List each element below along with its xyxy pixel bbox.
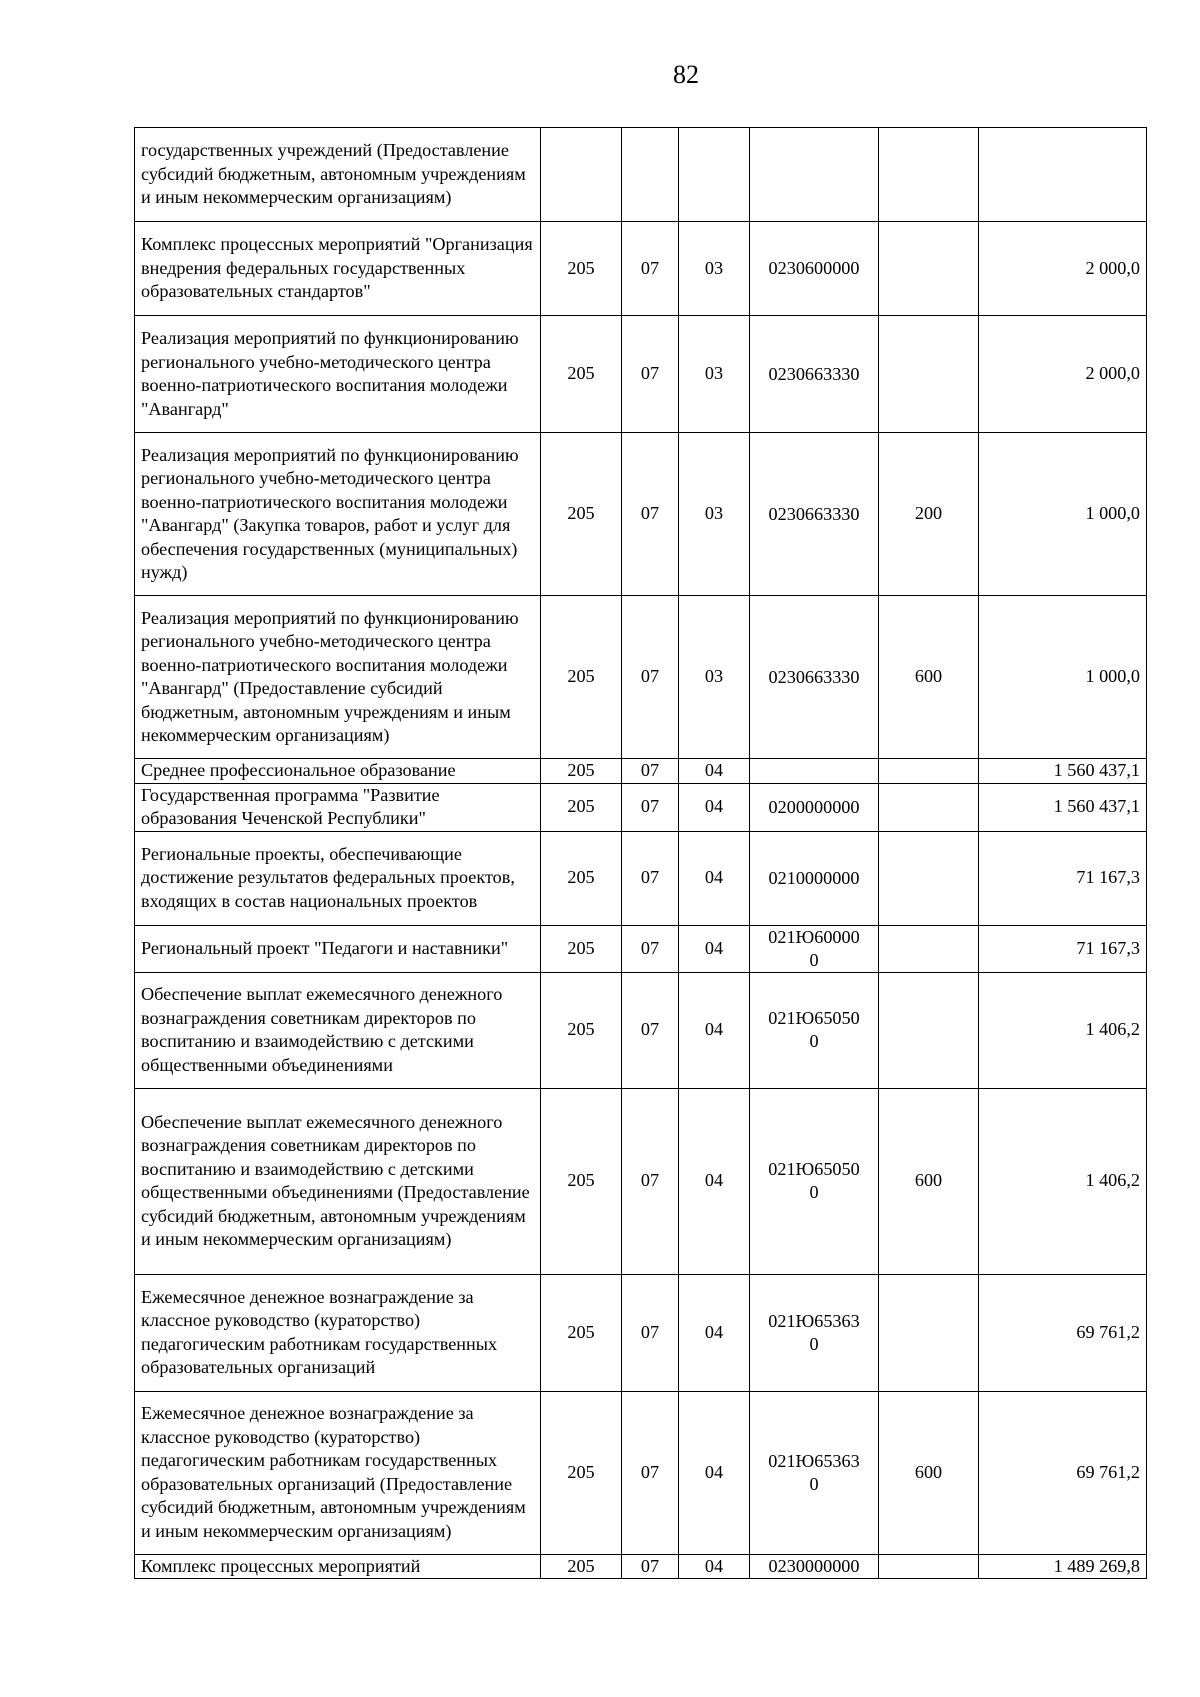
row-admin-code-cell: 205 bbox=[541, 222, 622, 316]
row-amount-cell: 1 489 269,8 bbox=[979, 1554, 1147, 1579]
table-row bbox=[135, 759, 1147, 784]
row-name-cell: Реализация мероприятий по функционированию регионального учебно-методического центра военно-патриотического воспитания молодежи "Авангард" (Предоставление субсидий бюджетным, автономным учреждениям и иным некоммерческим организациям) bbox=[135, 596, 541, 759]
row-target-code-cell: 0230663330 bbox=[750, 433, 879, 596]
row-admin-code-cell: 205 bbox=[541, 925, 622, 972]
row-expense-type-cell bbox=[879, 222, 979, 316]
table-row bbox=[135, 1554, 1147, 1579]
row-section-cell bbox=[622, 128, 679, 222]
row-admin-code-cell: 205 bbox=[541, 1274, 622, 1391]
row-name-cell: Реализация мероприятий по функционированию регионального учебно-методического центра военно-патриотического воспитания молодежи "Авангард" bbox=[135, 316, 541, 433]
row-amount-cell: 1 560 437,1 bbox=[979, 759, 1147, 784]
row-amount-cell: 1 000,0 bbox=[979, 433, 1147, 596]
table-row bbox=[135, 316, 1147, 433]
row-amount-cell: 2 000,0 bbox=[979, 222, 1147, 316]
target-code-part: 021Ю65363 bbox=[768, 1310, 860, 1331]
row-expense-type-cell bbox=[879, 1274, 979, 1391]
table-row bbox=[135, 596, 1147, 759]
row-name-cell: Ежемесячное денежное вознаграждение за классное руководство (кураторство) педагогическим работникам государственных образовательных организаций bbox=[135, 1274, 541, 1391]
row-section-cell: 07 bbox=[622, 1274, 679, 1391]
row-name-cell: Комплекс процессных мероприятий "Организация внедрения федеральных государственных образовательных стандартов" bbox=[135, 222, 541, 316]
row-target-code-cell bbox=[750, 1391, 879, 1554]
target-code-part: 0 bbox=[809, 1333, 819, 1354]
target-code-part: 0 bbox=[809, 1473, 819, 1494]
row-admin-code-cell: 205 bbox=[541, 972, 622, 1088]
row-admin-code-cell bbox=[541, 128, 622, 222]
row-target-code-cell: 0230663330 bbox=[750, 316, 879, 433]
table-row bbox=[135, 433, 1147, 596]
row-expense-type-cell bbox=[879, 925, 979, 972]
row-subsection-cell: 04 bbox=[679, 1088, 750, 1274]
row-target-code-cell: 0230663330 bbox=[750, 596, 879, 759]
row-target-code-cell bbox=[750, 925, 879, 972]
target-code-part: 0 bbox=[809, 1182, 819, 1202]
row-expense-type-cell: 600 bbox=[879, 1088, 979, 1274]
row-subsection-cell: 04 bbox=[679, 1554, 750, 1579]
target-code-part: 021Ю60000 bbox=[768, 926, 860, 947]
row-subsection-cell bbox=[679, 128, 750, 222]
target-code-part: 0 bbox=[809, 1031, 819, 1051]
row-admin-code-cell: 205 bbox=[541, 783, 622, 831]
row-amount-cell: 1 560 437,1 bbox=[979, 783, 1147, 831]
table-row bbox=[135, 783, 1147, 831]
row-section-cell: 07 bbox=[622, 316, 679, 433]
row-expense-type-cell: 200 bbox=[879, 433, 979, 596]
row-expense-type-cell bbox=[879, 783, 979, 831]
row-name-cell: Обеспечение выплат ежемесячного денежного вознаграждения советникам директоров по воспитанию и взаимодействию с детскими общественными объединениями (Предоставление субсидий бюджетным, автономным учреждениям и иным некоммерческим организациям) bbox=[135, 1088, 541, 1274]
row-subsection-cell: 04 bbox=[679, 783, 750, 831]
row-amount-cell: 71 167,3 bbox=[979, 925, 1147, 972]
row-admin-code-cell: 205 bbox=[541, 1554, 622, 1579]
row-amount-cell: 1 000,0 bbox=[979, 596, 1147, 759]
row-section-cell: 07 bbox=[622, 831, 679, 925]
row-expense-type-cell bbox=[879, 759, 979, 784]
row-subsection-cell: 04 bbox=[679, 831, 750, 925]
row-subsection-cell: 03 bbox=[679, 316, 750, 433]
row-name-cell: Среднее профессиональное образование bbox=[135, 759, 541, 784]
row-target-code-cell bbox=[750, 972, 879, 1088]
table-row bbox=[135, 831, 1147, 925]
row-subsection-cell: 03 bbox=[679, 596, 750, 759]
row-admin-code-cell: 205 bbox=[541, 1391, 622, 1554]
row-admin-code-cell: 205 bbox=[541, 433, 622, 596]
row-expense-type-cell: 600 bbox=[879, 596, 979, 759]
row-amount-cell bbox=[979, 128, 1147, 222]
table-row bbox=[135, 925, 1147, 972]
row-name-cell: Ежемесячное денежное вознаграждение за классное руководство (кураторство) педагогическим работникам государственных образовательных организаций (Предоставление субсидий бюджетным, автономным учреждениям и иным некоммерческим организациям) bbox=[135, 1391, 541, 1554]
target-code-part: 021Ю65050 bbox=[768, 1159, 860, 1179]
row-name-cell: Реализация мероприятий по функционированию регионального учебно-методического центра военно-патриотического воспитания молодежи "Авангард" (Закупка товаров, работ и услуг для обеспечения государственных (муниципальных) нужд) bbox=[135, 433, 541, 596]
row-section-cell: 07 bbox=[622, 925, 679, 972]
row-target-code-cell: 0230600000 bbox=[750, 222, 879, 316]
row-amount-cell: 2 000,0 bbox=[979, 316, 1147, 433]
row-target-code-cell bbox=[750, 759, 879, 784]
row-target-code-cell bbox=[750, 1274, 879, 1391]
row-expense-type-cell bbox=[879, 1554, 979, 1579]
row-subsection-cell: 04 bbox=[679, 1391, 750, 1554]
row-amount-cell: 1 406,2 bbox=[979, 972, 1147, 1088]
row-expense-type-cell bbox=[879, 128, 979, 222]
row-expense-type-cell: 600 bbox=[879, 1391, 979, 1554]
row-subsection-cell: 03 bbox=[679, 222, 750, 316]
row-section-cell: 07 bbox=[622, 1391, 679, 1554]
row-name-cell: Региональные проекты, обеспечивающие достижение результатов федеральных проектов, входящих в состав национальных проектов bbox=[135, 831, 541, 925]
row-expense-type-cell bbox=[879, 972, 979, 1088]
row-section-cell: 07 bbox=[622, 972, 679, 1088]
row-name-cell: государственных учреждений (Предоставление субсидий бюджетным, автономным учреждениям и иным некоммерческим организациям) bbox=[135, 128, 541, 222]
row-subsection-cell: 04 bbox=[679, 972, 750, 1088]
row-amount-cell: 71 167,3 bbox=[979, 831, 1147, 925]
row-target-code-cell: 0200000000 bbox=[750, 783, 879, 831]
target-code-part: 021Ю65363 bbox=[768, 1450, 860, 1471]
row-admin-code-cell: 205 bbox=[541, 596, 622, 759]
table-row bbox=[135, 1088, 1147, 1274]
row-admin-code-cell: 205 bbox=[541, 316, 622, 433]
row-amount-cell: 69 761,2 bbox=[979, 1391, 1147, 1554]
row-target-code-cell: 0210000000 bbox=[750, 831, 879, 925]
target-code-part: 0 bbox=[809, 949, 819, 970]
row-expense-type-cell bbox=[879, 831, 979, 925]
table-row bbox=[135, 1391, 1147, 1554]
row-name-cell: Государственная программа "Развитие образования Чеченской Республики" bbox=[135, 783, 541, 831]
row-section-cell: 07 bbox=[622, 783, 679, 831]
row-section-cell: 07 bbox=[622, 1088, 679, 1274]
row-amount-cell: 69 761,2 bbox=[979, 1274, 1147, 1391]
row-name-cell: Обеспечение выплат ежемесячного денежного вознаграждения советникам директоров по воспитанию и взаимодействию с детскими общественными объединениями bbox=[135, 972, 541, 1088]
row-target-code-cell bbox=[750, 1088, 879, 1274]
row-subsection-cell: 04 bbox=[679, 1274, 750, 1391]
budget-table bbox=[134, 127, 1147, 1579]
row-section-cell: 07 bbox=[622, 759, 679, 784]
page-number: 82 bbox=[673, 60, 699, 89]
row-target-code-cell: 0230000000 bbox=[750, 1554, 879, 1579]
row-section-cell: 07 bbox=[622, 433, 679, 596]
row-amount-cell: 1 406,2 bbox=[979, 1088, 1147, 1274]
row-name-cell: Комплекс процессных мероприятий bbox=[135, 1554, 541, 1579]
row-admin-code-cell: 205 bbox=[541, 1088, 622, 1274]
table-row bbox=[135, 1274, 1147, 1391]
row-subsection-cell: 03 bbox=[679, 433, 750, 596]
table-row bbox=[135, 128, 1147, 222]
row-expense-type-cell bbox=[879, 316, 979, 433]
row-section-cell: 07 bbox=[622, 596, 679, 759]
row-section-cell: 07 bbox=[622, 222, 679, 316]
row-name-cell: Региональный проект "Педагоги и наставники" bbox=[135, 925, 541, 972]
table-row bbox=[135, 222, 1147, 316]
row-admin-code-cell: 205 bbox=[541, 759, 622, 784]
target-code-part: 021Ю65050 bbox=[768, 1008, 860, 1028]
row-subsection-cell: 04 bbox=[679, 759, 750, 784]
table-row bbox=[135, 972, 1147, 1088]
row-section-cell: 07 bbox=[622, 1554, 679, 1579]
row-target-code-cell bbox=[750, 128, 879, 222]
row-subsection-cell: 04 bbox=[679, 925, 750, 972]
row-admin-code-cell: 205 bbox=[541, 831, 622, 925]
